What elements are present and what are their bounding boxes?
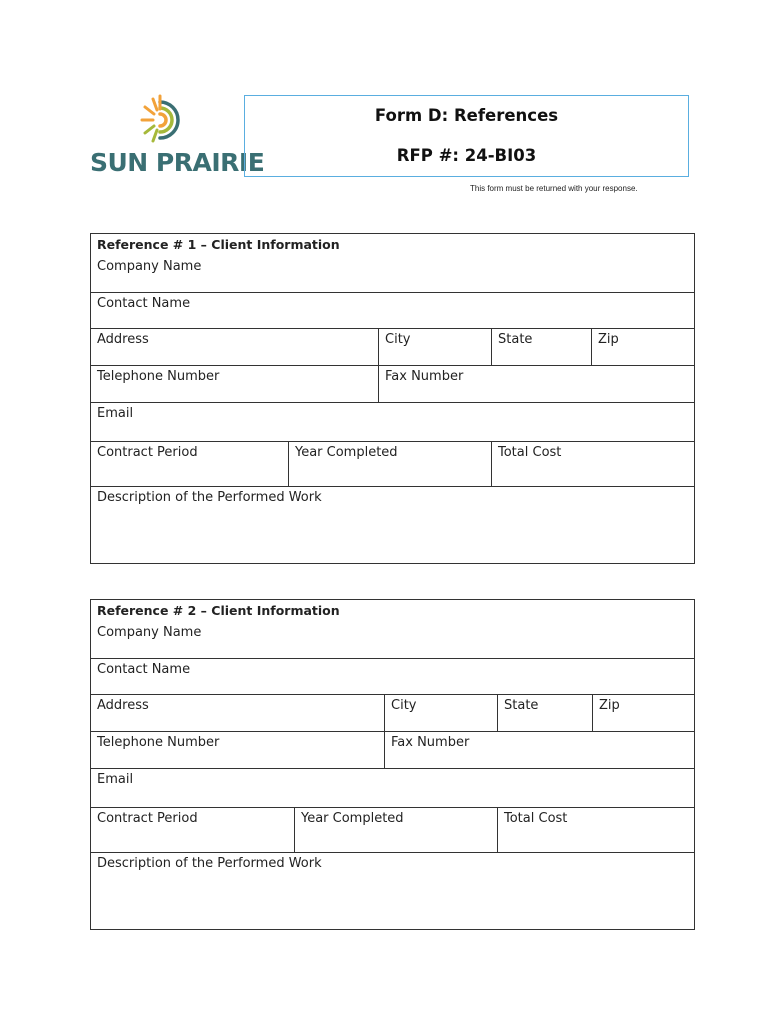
address-field[interactable]: Address	[91, 695, 385, 732]
company-name-field[interactable]: Company Name	[91, 622, 695, 659]
sun-prairie-logo	[88, 92, 265, 182]
form-title-box	[244, 95, 689, 177]
year-completed-field[interactable]: Year Completed	[295, 808, 498, 853]
email-field[interactable]: Email	[91, 769, 695, 808]
year-completed-field[interactable]: Year Completed	[289, 442, 492, 487]
contract-period-field[interactable]: Contract Period	[91, 808, 295, 853]
contract-period-field[interactable]: Contract Period	[91, 442, 289, 487]
email-field[interactable]: Email	[91, 403, 695, 442]
form-title: Form D: References	[374, 106, 559, 125]
zip-field[interactable]: Zip	[593, 695, 695, 732]
telephone-field[interactable]: Telephone Number	[91, 366, 379, 403]
state-field[interactable]: State	[498, 695, 593, 732]
total-cost-field[interactable]: Total Cost	[492, 442, 695, 487]
reference-2-table	[90, 599, 695, 930]
company-name-field[interactable]: Company Name	[91, 256, 695, 293]
telephone-field[interactable]: Telephone Number	[91, 732, 385, 769]
description-field[interactable]: Description of the Performed Work	[91, 487, 695, 564]
reference-2-heading: Reference # 2 – Client Information	[91, 600, 695, 622]
address-field[interactable]: Address	[91, 329, 379, 366]
zip-field[interactable]: Zip	[592, 329, 695, 366]
return-note: This form must be returned with your response.	[470, 184, 638, 193]
reference-1-heading: Reference # 1 – Client Information	[91, 234, 695, 256]
reference-1-table	[90, 233, 695, 564]
contact-name-field[interactable]: Contact Name	[91, 293, 695, 329]
city-field[interactable]: City	[379, 329, 492, 366]
fax-field[interactable]: Fax Number	[379, 366, 695, 403]
sun-rays-icon	[136, 92, 192, 148]
fax-field[interactable]: Fax Number	[385, 732, 695, 769]
contact-name-field[interactable]: Contact Name	[91, 659, 695, 695]
logo-wordmark: SUN PRAIRIE	[90, 148, 265, 177]
total-cost-field[interactable]: Total Cost	[498, 808, 695, 853]
city-field[interactable]: City	[385, 695, 498, 732]
rfp-number: RFP #: 24-BI03	[396, 146, 537, 165]
description-field[interactable]: Description of the Performed Work	[91, 853, 695, 930]
state-field[interactable]: State	[492, 329, 592, 366]
